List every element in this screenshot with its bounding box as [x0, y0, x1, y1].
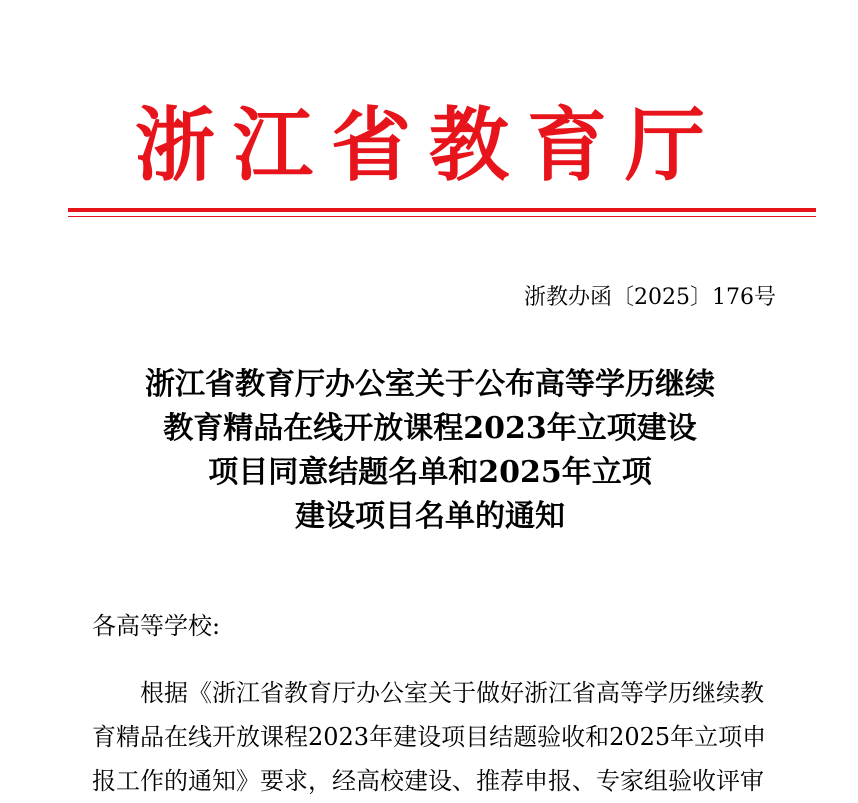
- title-line: 浙江省教育厅办公室关于公布高等学历继续: [145, 367, 715, 402]
- body-paragraph: [92, 671, 782, 803]
- body-line: 根据《浙江省教育厅办公室关于做好浙江省高等学历继续教: [140, 679, 764, 707]
- salutation: 各高等学校:: [92, 612, 221, 640]
- red-divider-thin: [68, 216, 816, 217]
- body-line: 育精品在线开放课程2023年建设项目结题验收和2025年立项申: [92, 723, 767, 751]
- title-line: 建设项目名单的通知: [295, 499, 565, 534]
- document-number: 浙教办函〔2025〕176号: [524, 285, 776, 310]
- title-line: 项目同意结题名单和2025年立项: [208, 455, 652, 490]
- title-line: 教育精品在线开放课程2023年立项建设: [163, 411, 697, 446]
- red-divider-thick: [68, 208, 816, 212]
- body-line: 报工作的通知》要求，经高校建设、推荐申报、专家组验收评审: [92, 767, 764, 795]
- notice-title: [90, 363, 770, 539]
- issuer-header: 浙江省教育厅: [135, 98, 723, 192]
